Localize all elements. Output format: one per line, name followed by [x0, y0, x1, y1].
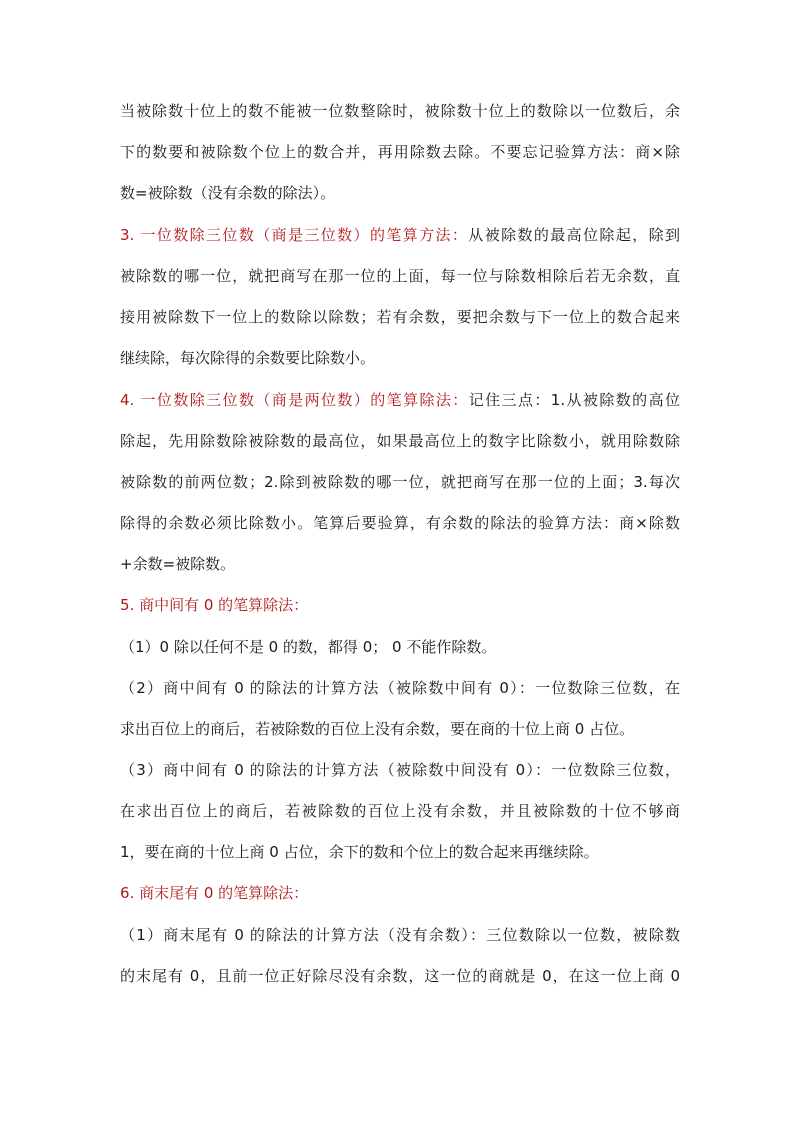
paragraph-line: 除得的余数必须比除数小。笔算后要验算，有余数的除法的验算方法：商×除数: [120, 514, 680, 532]
paragraph-line: 被除数的哪一位，就把商写在那一位的上面，每一位与除数相除后若无余数，直: [120, 267, 680, 285]
paragraph-line: 接用被除数下一位上的数除以除数；若有余数，要把余数与下一位上的数合起来: [120, 308, 680, 326]
section-4-first-line: [120, 389, 680, 411]
section-3-text: 从被除数的最高位除起，除到: [468, 226, 680, 244]
list-item: （1）0 除以任何不是 0 的数，都得 0； 0 不能作除数。: [120, 638, 497, 656]
paragraph-line: 的末尾有 0，且前一位正好除尽没有余数，这一位的商就是 0，在这一位上商 0: [120, 967, 680, 985]
paragraph-line: 下的数要和被除数个位上的数合并，再用除数去除。不要忘记验算方法：商×除: [120, 143, 680, 161]
section-4-text: 记住三点：1.从被除数的高位: [468, 391, 680, 409]
paragraph-line: +余数=被除数。: [120, 555, 236, 573]
section-5-heading: 5. 商中间有 0 的笔算除法：: [120, 596, 309, 614]
section-3-heading: 3. 一位数除三位数（商是三位数）的笔算方法：: [120, 226, 469, 244]
list-item: （3）商中间有 0 的除法的计算方法（被除数中间没有 0）：一位数除三位数，: [120, 761, 680, 779]
section-6-heading: 6. 商末尾有 0 的笔算除法：: [120, 884, 309, 902]
paragraph-line: 继续除，每次除得的余数要比除数小。: [120, 349, 376, 367]
list-item: （2）商中间有 0 的除法的计算方法（被除数中间有 0）：一位数除三位数，在: [120, 679, 680, 697]
paragraph-line: 除起，先用除数除被除数的最高位，如果最高位上的数字比除数小，就用除数除: [120, 432, 680, 450]
section-3-first-line: [120, 224, 680, 246]
paragraph-line: 求出百位上的商后，若被除数的百位上没有余数，要在商的十位上商 0 占位。: [120, 720, 635, 738]
paragraph-line: 1，要在商的十位上商 0 占位，余下的数和个位上的数合起来再继续除。: [120, 843, 599, 861]
paragraph-line: 数=被除数（没有余数的除法）。: [120, 184, 336, 202]
section-4-heading: 4. 一位数除三位数（商是两位数）的笔算除法：: [120, 391, 469, 409]
paragraph-line: 被除数的前两位数；2.除到被除数的哪一位，就把商写在那一位的上面；3.每次: [120, 473, 680, 491]
list-item: （1）商末尾有 0 的除法的计算方法（没有余数）：三位数除以一位数，被除数: [120, 926, 680, 944]
paragraph-line: 在求出百位上的商后，若被除数的百位上没有余数，并且被除数的十位不够商: [120, 802, 680, 820]
paragraph-line: 当被除数十位上的数不能被一位数整除时，被除数十位上的数除以一位数后，余: [120, 102, 680, 120]
